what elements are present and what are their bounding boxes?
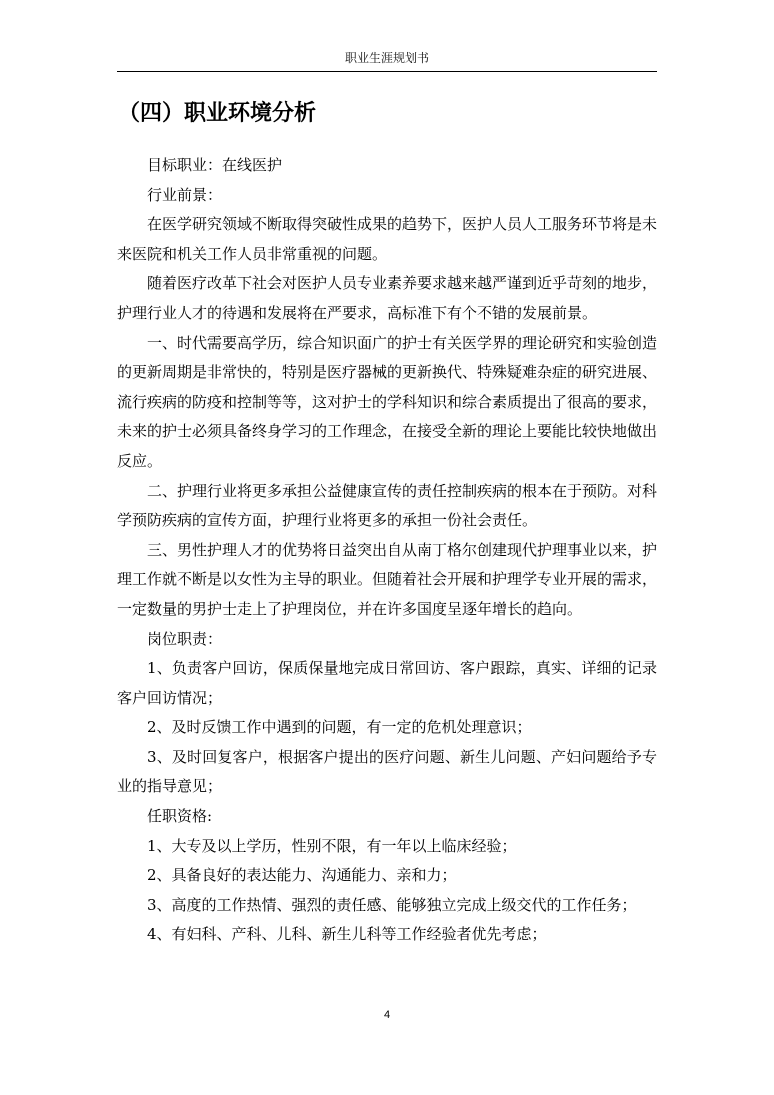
qualification-item: 2、具备良好的表达能力、沟通能力、亲和力； — [147, 866, 457, 885]
body-paragraph: 一、时代需要高学历，综合知识面广的护士有关医学界的理论研究和实验创造的更新周期是非常快的，特别是医疗器械的更新换代、特殊疑难杂症的研究进展、流行疾病的防疫和控制等等，这对护士的学科知识和综合素质提出了很高的要求，未来的护士必须具备终身学习的工作理念，在接受全新的理论上要能比较快地做出反应。 — [117, 333, 658, 470]
section-heading: （四）职业环境分析 — [118, 101, 317, 126]
header-divider — [117, 71, 657, 72]
qualification-item: 3、高度的工作热情、强烈的责任感、能够独立完成上级交代的工作任务； — [147, 895, 637, 914]
body-paragraph: 在医学研究领域不断取得突破性成果的趋势下，医护人员人工服务环节将是未来医院和机关工作人员非常重视的问题。 — [117, 215, 658, 263]
target-career: 目标职业：在线医护 — [147, 156, 283, 174]
body-paragraph: 三、男性护理人才的优势将日益突出自从南丁格尔创建现代护理事业以来，护理工作就不断是以女性为主导的职业。但随着社会开展和护理学专业开展的需求，一定数量的男护士走上了护理岗位，并在许多国度呈逐年增长的趋向。 — [117, 540, 658, 618]
duty-item: 3、及时回复客户，根据客户提出的医疗问题、新生儿问题、产妇问题给予专业的指导意见； — [117, 747, 657, 796]
duty-item: 2、及时反馈工作中遇到的问题，有一定的危机处理意识； — [147, 718, 532, 737]
body-paragraph: 随着医疗改革下社会对医护人员专业素养要求越来越严谨到近乎苛刻的地步，护理行业人才的待遇和发展将在严要求，高标准下有个不错的发展前景。 — [117, 274, 658, 322]
body-paragraph: 二、护理行业将更多承担公益健康宣传的责任控制疾病的根本在于预防。对科学预防疾病的宣传方面，护理行业将更多的承担一份社会责任。 — [117, 481, 658, 530]
qualifications-label: 任职资格: — [147, 807, 213, 826]
document-body — [117, 151, 657, 950]
qualification-item: 4、有妇科、产科、儿科、新生儿科等工作经验者优先考虑； — [147, 925, 547, 944]
duty-item: 1、负责客户回访，保质保量地完成日常回访、客户跟踪，真实、详细的记录客户回访情况； — [117, 659, 657, 707]
industry-outlook-label: 行业前景： — [147, 185, 223, 204]
running-header: 职业生涯规划书 — [344, 51, 429, 65]
qualification-item: 1、大专及以上学历，性别不限，有一年以上临床经验； — [147, 836, 517, 855]
page-number: 4 — [383, 1009, 391, 1021]
job-duties-label: 岗位职责： — [147, 629, 223, 648]
